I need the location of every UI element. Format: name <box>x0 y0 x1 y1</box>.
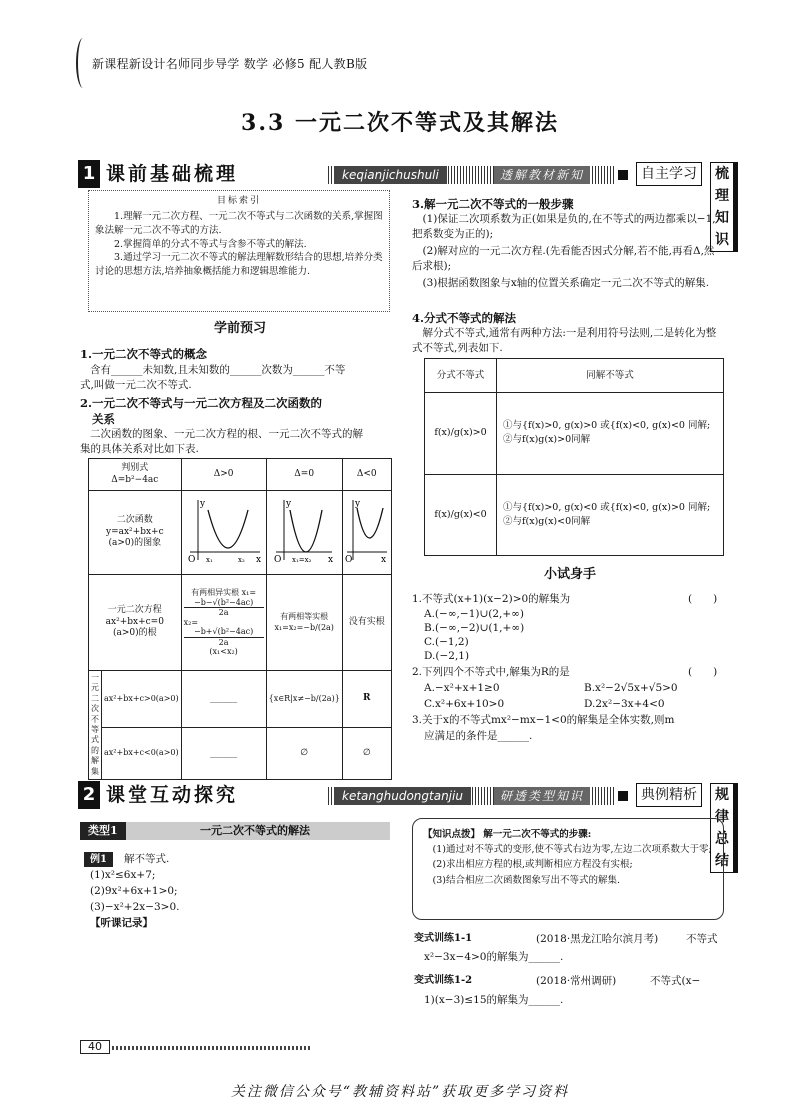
y-label: y <box>286 499 292 510</box>
q1-paren: ( ) <box>688 593 718 605</box>
variant-1-text2: x²−3x−4>0的解集为______. <box>424 951 564 963</box>
tip-l2: (2)求出相应方程的根,或判断相应方程没有实根; <box>432 859 633 871</box>
section-title: 课堂互动探究 <box>106 784 239 806</box>
try-title: 小试身手 <box>543 567 596 582</box>
variant-1-tag: 变式训练1-1 <box>414 933 473 944</box>
q1-b: B.(−∞,−2)∪(1,+∞) <box>424 622 525 634</box>
origin-label: O <box>344 555 353 565</box>
preview-p1a: 含有______未知数,且未知数的______次数为______不等 <box>90 364 346 376</box>
header-curve <box>76 38 90 88</box>
side-label: 一元二次不等式的解集 <box>89 671 102 780</box>
origin-label: O <box>274 555 282 565</box>
fx-f2a: ①与{f(x)>0, g(x)<0 或{f(x)<0, g(x)>0 同解; <box>503 501 711 513</box>
graph-one-root <box>272 496 336 564</box>
r2d3: 2a <box>218 608 229 618</box>
running-header: 新课程新设计名师同步导学 数学 必修5 配人教B版 <box>92 57 368 71</box>
disc-formula: Δ=b²−4ac <box>111 474 159 485</box>
example-text: 解不等式. <box>124 853 170 865</box>
tag-self-study: 自主学习 <box>636 162 702 186</box>
type-bar <box>80 822 390 840</box>
q3b: 应满足的条件是______. <box>424 730 533 742</box>
r2c: (a>0)的根 <box>112 628 157 639</box>
example-tag: 例1 <box>84 852 113 867</box>
tag-examples: 典例精析 <box>636 783 702 807</box>
q2-c: C.x²+6x+10>0 <box>424 698 505 710</box>
section-slogan: 研透类型知识 <box>494 787 590 805</box>
r3c: {x∈R|x≠−b/(2a)} <box>266 671 342 728</box>
variant-1-text: 不等式 <box>686 933 718 945</box>
r2d4: x₂= <box>183 617 199 627</box>
preview-h2b: 关系 <box>92 412 115 426</box>
disc-label: 判别式 <box>121 462 149 473</box>
goals-box <box>88 190 390 312</box>
r2d1: 有两相异实根 x₁= <box>191 587 257 597</box>
preview-title: 学前预习 <box>213 321 266 336</box>
section-title: 课前基础梳理 <box>106 163 239 185</box>
q2-b: B.x²−2√5x+√5>0 <box>584 682 678 694</box>
preview-p1b: 式,叫做一元二次不等式. <box>80 379 192 391</box>
r4a: ax²+bx+c<0(a>0) <box>102 728 182 780</box>
col-zero: Δ=0 <box>266 459 342 491</box>
type-tag: 类型1 <box>80 822 126 840</box>
page-title: 3.3 一元二次不等式及其解法 <box>241 110 559 136</box>
r3b: ______ <box>181 671 266 728</box>
x2-label: x₂ <box>237 556 245 565</box>
r1b: y=ax²+bx+c <box>105 526 164 537</box>
fx-f2: f(x)/g(x)<0 <box>425 474 497 556</box>
fx-th1: 分式不等式 <box>425 359 497 393</box>
r4b: ______ <box>181 728 266 780</box>
variant-2-text2: 1)(x−3)≤15的解集为______. <box>424 994 564 1006</box>
x1-label: x₁ <box>205 556 213 565</box>
r2d5: −b+√(b²−4ac) <box>184 627 264 638</box>
tip-l1: (1)通过对不等式的变形,使不等式右边为零,左边二次项系数大于零; <box>432 844 712 856</box>
section-number: 2 <box>78 781 100 809</box>
q1-a: A.(−∞,−1)∪(2,+∞) <box>424 608 525 620</box>
preview-p2a: 二次函数的图象、一元二次方程的根、一元二次不等式的解 <box>90 428 363 440</box>
q1: 1.不等式(x+1)(x−2)>0的解集为 <box>412 593 571 605</box>
q2-a: A.−x²+x+1≥0 <box>424 682 500 694</box>
square-icon <box>618 791 628 801</box>
fraction-intro: 解分式不等式,通常有两种方法:一是利用符号法则,二是转化为整式不等式,列表如下. <box>412 327 717 355</box>
graph-two-roots <box>184 496 264 564</box>
footer-note: 关注微信公众号“教辅资料站”获取更多学习资料 <box>230 1084 570 1100</box>
variant-2-text: 不等式(x− <box>650 975 701 987</box>
tag-summary: 规律总结 <box>710 783 738 873</box>
q3a: 3.关于x的不等式mx²−mx−1<0的解集是全体实数,则m <box>412 714 675 726</box>
tip-head: 【知识点拨】 解一元二次不等式的步骤: <box>423 829 592 840</box>
q1-c: C.(−1,2) <box>424 636 469 648</box>
variant-2-src: (2018·常州调研) <box>536 975 617 987</box>
origin-label: O <box>187 555 195 565</box>
preview-h2a: 2.一元二次不等式与一元二次方程及二次函数的 <box>80 396 323 410</box>
example-c: (3)−x²+2x−3>0. <box>90 901 180 913</box>
section-pinyin: ketanghudongtanjiu <box>334 787 471 805</box>
fraction-heading: 4.分式不等式的解法 <box>412 311 517 325</box>
y-label: y <box>354 499 360 510</box>
r2e1: 有两相等实根 <box>280 612 329 622</box>
tip-l3: (3)结合相应二次函数图象写出不等式的解集. <box>432 874 620 886</box>
fx-f1a: ①与{f(x)>0, g(x)>0 或{f(x)<0, g(x)<0 同解; <box>503 420 711 432</box>
goals-title: 目标索引 <box>216 196 261 206</box>
r3a: ax²+bx+c>0(a>0) <box>102 671 182 728</box>
r2b: ax²+bx+c=0 <box>105 616 164 627</box>
fx-f2b: ②与f(x)g(x)<0同解 <box>503 515 591 527</box>
tag-review: 梳理知识 <box>710 162 738 252</box>
goal-item: 3.通过学习一元二次不等式的解法理解数形结合的思想,培养分类讨论的思想方法,培养抽象概括能力和逻辑思维能力. <box>95 252 383 278</box>
x-label: x <box>328 555 334 565</box>
x-label: x <box>255 555 261 565</box>
section-pinyin: keqianjichushuli <box>334 166 447 184</box>
fx-f1b: ②与f(x)g(x)>0同解 <box>503 434 591 446</box>
step-3: (3)根据函数图象与x轴的位置关系确定一元二次不等式的解集. <box>422 277 710 289</box>
step-2: (2)解对应的一元二次方程.(先看能否因式分解,若不能,再看Δ,然后求根); <box>412 245 715 273</box>
x12-label: x₁=x₂ <box>292 556 312 565</box>
q2-paren: ( ) <box>688 666 718 678</box>
section-number: 1 <box>78 160 100 188</box>
lecture-notes: 【听课记录】 <box>90 917 153 929</box>
steps-heading: 3.解一元二次不等式的一般步骤 <box>412 197 574 211</box>
x-label: x <box>380 555 386 565</box>
preview-p2b: 集的具体关系对比如下表. <box>80 443 199 455</box>
fraction-table <box>424 358 724 556</box>
q2-d: D.2x²−3x+4<0 <box>584 698 665 710</box>
goal-item: 1.理解一元二次方程、一元二次不等式与二次函数的关系,掌握图象法解一元二次不等式的方法. <box>95 211 383 236</box>
q2: 2.下列四个不等式中,解集为R的是 <box>412 666 570 678</box>
r1c: (a>0)的图象 <box>108 538 162 549</box>
r2d6: 2a <box>218 637 229 647</box>
fx-f1: f(x)/g(x)>0 <box>425 393 497 475</box>
r2f: 没有实根 <box>342 575 391 671</box>
section-slogan: 透解教材新知 <box>494 166 590 184</box>
r2d7: (x₁<x₂) <box>209 647 238 657</box>
tip-box <box>412 818 724 920</box>
y-label: y <box>199 499 205 510</box>
example-a: (1)x²≤6x+7; <box>90 869 156 881</box>
q1-d: D.(−2,1) <box>424 650 470 662</box>
col-neg: Δ<0 <box>342 459 391 491</box>
variant-1-src: (2018·黑龙江哈尔滨月考) <box>536 933 659 945</box>
square-icon <box>618 170 628 180</box>
page-number: 40 <box>80 1040 110 1054</box>
r2d2: −b−√(b²−4ac) <box>184 598 264 609</box>
r3d: R <box>342 671 391 728</box>
r4c: ∅ <box>266 728 342 780</box>
relation-table <box>88 458 392 780</box>
r1a: 二次函数 <box>116 514 153 525</box>
step-1: (1)保证二次项系数为正(如果是负的,在不等式的两边都乘以−1,把系数变为正的); <box>412 213 716 241</box>
graph-no-root <box>345 496 389 564</box>
page-dotted-line <box>112 1046 312 1050</box>
r2a: 一元二次方程 <box>107 604 162 615</box>
variant-2-tag: 变式训练1-2 <box>414 975 473 986</box>
r2e2: x₁=x₂=−b/(2a) <box>274 622 334 632</box>
col-pos: Δ>0 <box>181 459 266 491</box>
type-title: 一元二次不等式的解法 <box>200 824 310 837</box>
r4d: ∅ <box>342 728 391 780</box>
preview-h1: 1.一元二次不等式的概念 <box>80 347 208 361</box>
goal-item: 2.掌握简单的分式不等式与含参不等式的解法. <box>114 238 307 250</box>
example-b: (2)9x²+6x+1>0; <box>90 885 178 897</box>
fx-th2: 同解不等式 <box>497 359 724 393</box>
